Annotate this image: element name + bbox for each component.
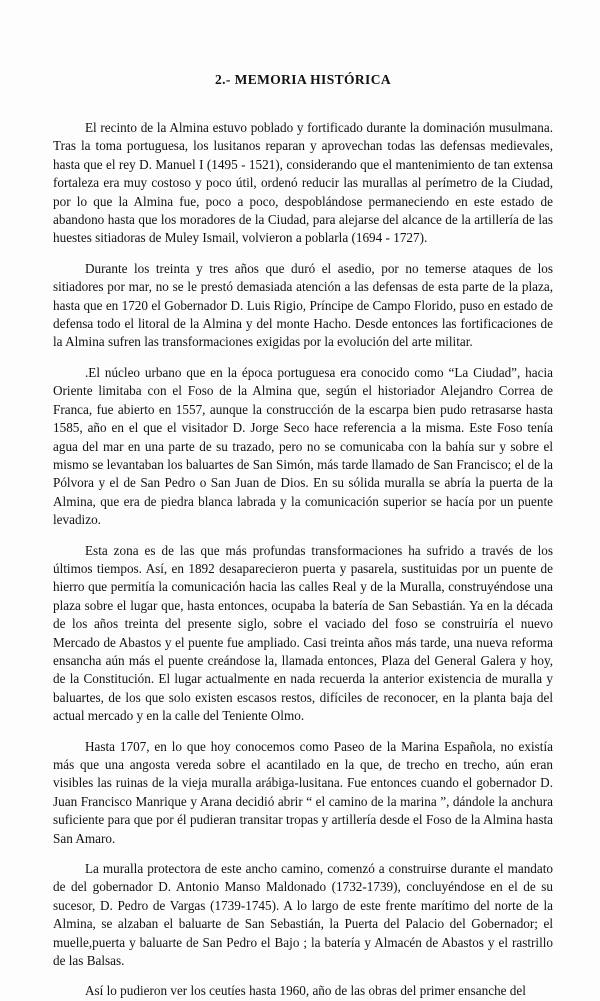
- paragraph-6: La muralla protectora de este ancho camino, comenzó a construirse durante el mandato de del gobernador D. Antonio Manso Maldonado (1732-1739), concluyéndose en el de su sucesor, D. Pedro de Vargas (1739-1745). A lo largo de este frente marítimo del norte de la Almina, se alzaban el baluarte de San Sebastián, la Puerta del Palacio del Gobernador; el muelle,puerta y baluarte de San Pedro el Bajo ; la batería y Almacén de Abastos y el rastrillo de las Balsas.: [53, 861, 553, 969]
- paragraph-1: El recinto de la Almina estuvo poblado y fortificado durante la dominación musulmana. Tras la toma portuguesa, los lusitanos reparan y aprovechan todas las defensas medievales, hasta que el rey D. Manuel I (1495 - 1521), considerando que el mantenimiento de tan extensa fortaleza era muy costoso y poco útil, ordenó reducir las murallas al perímetro de la Ciudad, por lo que la Almina fue, poco a poco, despoblándose permaneciendo en este estado de abandono hasta que los moradores de la Ciudad, para alejarse del alcance de la artillería de las huestes sitiadoras de Muley Ismail, volvieron a poblarla (1694 - 1727).: [53, 120, 553, 246]
- paragraph-7: Así lo pudieron ver los ceutíes hasta 1960, año de las obras del primer ensanche del: [85, 983, 526, 999]
- paragraph-4: Esta zona es de las que más profundas transformaciones ha sufrido a través de los últimos tiempos. Así, en 1892 desaparecieron puerta y pasarela, sustituidas por un puente de hierro que permitía la comunicación hacia las calles Real y de la Muralla, construyéndose una plaza sobre el lugar que, hasta entonces, ocupaba la batería de San Sebastián. Ya en la década de los años treinta del presente siglo, sobre el vaciado del foso se construiría el nuevo Mercado de Abastos y el puente fue ampliado. Casi treinta años más tarde, una nueva reforma ensancha aún más el puente creándose la, llamada entonces, Plaza del General Galera y hoy, de la Constitución. El lugar actualmente en nada recuerda la anterior existencia de muralla y baluartes, de los que solo existen escasos restos, difíciles de reconocer, en la planta baja del actual mercado y en la calle del Teniente Olmo.: [53, 542, 553, 724]
- section-title: 2.- MEMORIA HISTÓRICA: [214, 72, 392, 87]
- paragraph-5: Hasta 1707, en lo que hoy conocemos como Paseo de la Marina Española, no existía más que una angosta vereda sobre el acantilado en la que, de trecho en trecho, aún eran visibles las ruinas de la vieja muralla arábiga-lusitana. Fue entonces cuando el gobernador D. Juan Francisco Manrique y Arana decidió abrir “ el camino de la marina ”, dándole la anchura suficiente para que por él pudieran transitar tropas y artillería desde el Foso de la Almina hasta San Amaro.: [53, 738, 553, 846]
- paragraph-2: Durante los treinta y tres años que duró el asedio, por no temerse ataques de los sitiadores por mar, no se le prestó demasiada atención a las defensas de esta parte de la plaza, hasta que en 1720 el Gobernador D. Luis Rigio, Príncipe de Campo Florido, puso en estado de defensa todo el litoral de la Almina y del monte Hacho. Desde entonces las fortificaciones de la Almina sufren las transformaciones exigidas por la evolución del arte militar.: [53, 260, 553, 350]
- paragraph-3: .El núcleo urbano que en la época portuguesa era conocido como “La Ciudad”, hacia Oriente limitaba con el Foso de la Almina que, según el historiador Alejandro Correa de Franca, fue abierto en 1557, aunque la construcción de la escarpa bien pudo retrasarse hasta 1585, año en el que el visitador D. Jorge Seco hace referencia a la misma. Este Foso tenía agua del mar en una parte de su trazado, pero no se comunicaba con la bahía sur y sobre el mismo se levantaban los baluartes de San Simón, más tarde llamado de San Francisco; el de la Pólvora y el de San Pedro o San Juan de Dios. En su sólida muralla se abría la puerta de la Almina, que era de piedra blanca labrada y la comunicación superior se hacía por un puente levadizo.: [53, 364, 553, 528]
